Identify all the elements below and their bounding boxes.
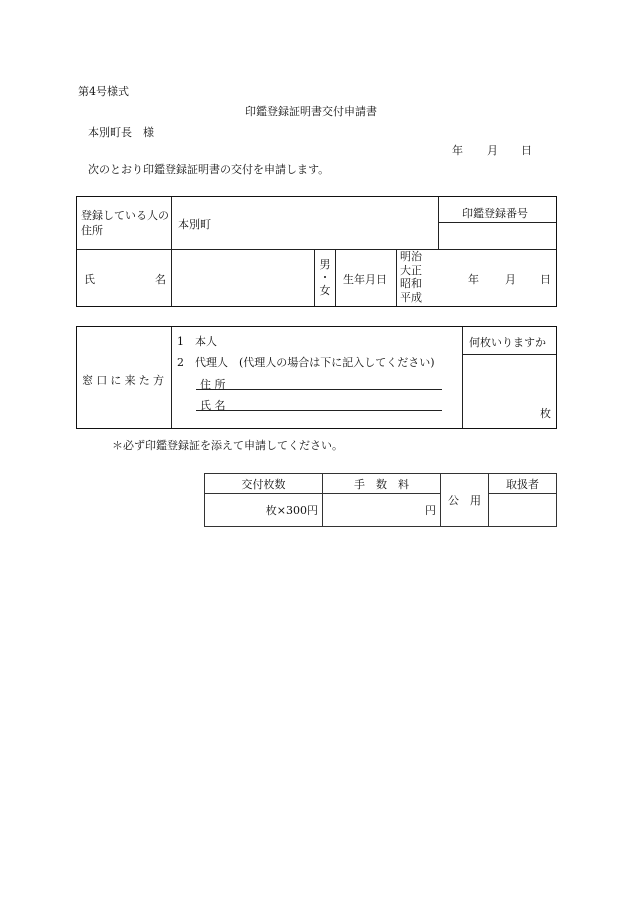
address-value[interactable]: 本別町 xyxy=(178,218,211,231)
agent-address-label: 住 所 xyxy=(200,378,226,391)
handler-header: 取扱者 xyxy=(489,474,557,494)
visitor-label: 窓口に来た方 xyxy=(82,374,168,387)
option-agent[interactable]: 2 代理人 (代理人の場合は下に記入してください) xyxy=(177,356,435,369)
era-taisho[interactable]: 大正 xyxy=(400,263,422,277)
copies-unit: 枚 xyxy=(540,407,551,420)
addressee: 本別町長 様 xyxy=(88,126,154,139)
fee-table xyxy=(204,473,557,527)
registration-number-field[interactable] xyxy=(440,223,555,248)
date-day: 日 xyxy=(521,144,532,157)
agent-name-label: 氏 名 xyxy=(200,399,226,412)
birth-day-unit: 日 xyxy=(540,273,551,286)
sex-selector[interactable] xyxy=(316,258,334,297)
era-meiji[interactable]: 明治 xyxy=(400,250,422,263)
sex-dot: ・ xyxy=(319,271,331,284)
name-label-1: 氏 xyxy=(84,273,95,286)
official-use-cell: 公 用 xyxy=(441,474,489,527)
fee-amount-header: 手 数 料 xyxy=(323,474,441,494)
address-label: 登録している人の住所 xyxy=(81,209,169,237)
birth-year-unit: 年 xyxy=(468,273,479,286)
copies-question: 何枚いりますか xyxy=(469,336,546,349)
era-heisei[interactable]: 平成 xyxy=(400,290,422,304)
birth-month-unit: 月 xyxy=(505,273,516,286)
fee-count-header: 交付枚数 xyxy=(205,474,323,494)
form-number: 第4号様式 xyxy=(78,85,129,98)
date-month: 月 xyxy=(487,144,498,157)
sex-male[interactable]: 男 xyxy=(319,258,331,271)
fee-amount-unit[interactable]: 円 xyxy=(323,494,441,527)
date-year: 年 xyxy=(452,144,463,157)
era-list[interactable] xyxy=(400,250,422,304)
name-label-2: 名 xyxy=(155,273,166,286)
birth-date-label: 生年月日 xyxy=(343,273,387,286)
era-showa[interactable]: 昭和 xyxy=(400,277,422,290)
sex-female[interactable]: 女 xyxy=(319,284,331,297)
name-field[interactable] xyxy=(172,250,312,305)
option-self[interactable]: 1 本人 xyxy=(177,335,217,348)
agent-address-line[interactable] xyxy=(196,389,442,390)
agent-name-line[interactable] xyxy=(196,410,442,411)
intro-text: 次のとおり印鑑登録証明書の交付を申請します。 xyxy=(88,163,330,176)
note-text: ＊必ず印鑑登録証を添えて申請してください。 xyxy=(112,439,343,452)
document-title: 印鑑登録証明書交付申請書 xyxy=(245,105,377,118)
handler-cell[interactable] xyxy=(489,494,557,527)
fee-count-value[interactable]: 枚×300円 xyxy=(205,494,323,527)
registration-number-label: 印鑑登録番号 xyxy=(462,207,528,220)
